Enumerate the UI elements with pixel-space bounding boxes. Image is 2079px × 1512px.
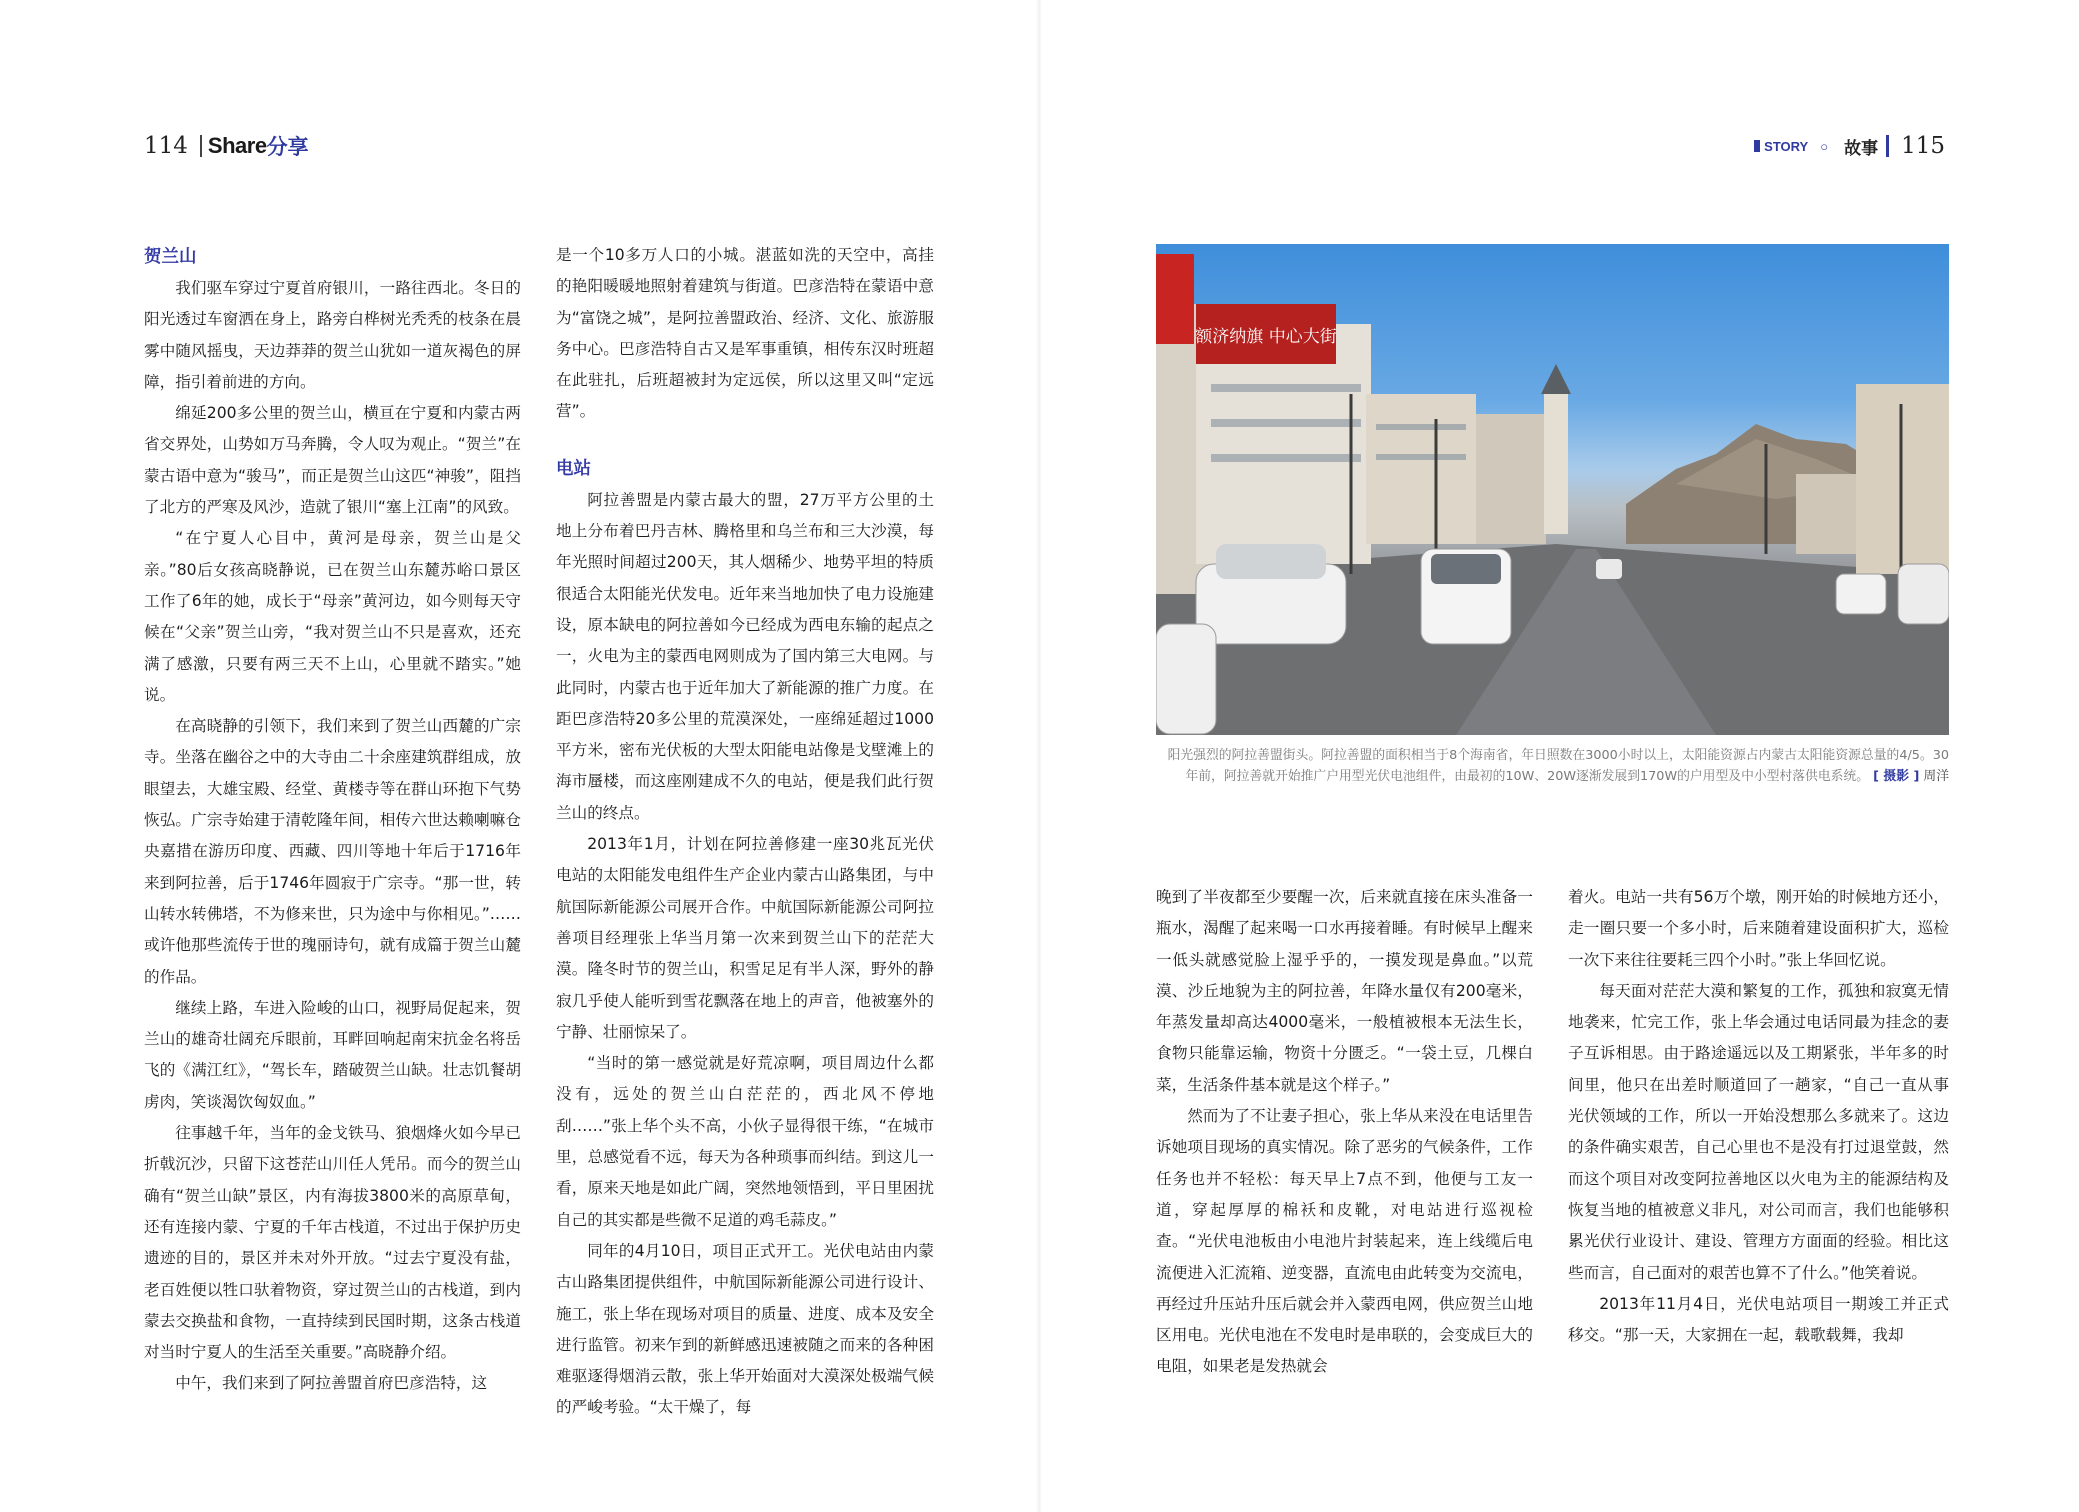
car-right-2 [1898,564,1949,624]
photo-caption [1156,745,1949,787]
building-left-4 [1476,414,1546,544]
car-van-window [1431,554,1501,584]
shop-sign-vertical [1156,254,1194,344]
section-label-cn: 故事 [1844,138,1879,159]
left-page-number: 114 [144,133,188,159]
paragraph: 绵延200多公里的贺兰山，横亘在宁夏和内蒙古两省交界处，山势如万马奔腾，令人叹为观止。“贺兰”在蒙古语中意为“骏马”，而正是贺兰山这匹“神骏”，阻挡了北方的严寒及风沙，造就了银川“塞上江南”的风致。 [144,404,521,517]
page-gutter [1036,0,1042,1512]
car-distant [1596,559,1622,579]
article-column-2 [556,240,934,1424]
building-left-3 [1366,394,1476,544]
header-divider [1886,135,1889,157]
photo-credit-label: [ 摄影 ] [1873,769,1920,784]
section-dot-icon: ○ [1820,138,1829,154]
paragraph: 2013年11月4日，光伏电站项目一期竣工并正式移交。“那一天，大家拥在一起，载歌载舞，我却 [1568,1294,1949,1345]
paragraph: 每天面对茫茫大漠和繁复的工作，孤独和寂寞无情地袭来，忙完工作，张上华会通过电话同最为挂念的妻子互诉相思。由于路途遥远以及工期紧张，半年多的时间里，他只在出差时顺道回了一趟家，“自己一直从事光伏领域的工作，所以一开始没想那么多就来了。这边的条件确实艰苦，自己心里也不是没有打过退堂鼓，然而这个项目对改变阿拉善地区以火电为主的能源结构及恢复当地的植被意义非凡，对公司而言，我们也能够积累光伏行业设计、建设、管理方方面面的经验。相比这些而言，自己面对的艰苦也算不了什么。”他笑着说。 [1568,981,1949,1282]
paragraph: “在宁夏人心目中，黄河是母亲，贺兰山是父亲。”80后女孩高晓静说，已在贺兰山东麓苏峪口景区工作了6年的她，成长于“母亲”黄河边，如今则每天守候在“父亲”贺兰山旁，“我对贺兰山不只是喜欢，还充满了感激，只要有两三天不上山，心里就不踏实。”她说。 [144,529,521,704]
brand-name-en: Share [207,133,267,158]
section-marker-icon [1754,140,1760,152]
paragraph: “当时的第一感觉就是好荒凉啊，项目周边什么都没有，远处的贺兰山白茫茫的，西北风不停地刮……”张上华个头不高，小伙子显得很干练，“在城市里，总感觉看不远，每天为各种琐事而纠结。到这儿一看，原来天地是如此广阔，突然地领悟到，平日里困扰自己的其实都是些微不足道的鸡毛蒜皮。” [556,1054,934,1229]
photo-credit-name: 周洋 [1923,769,1949,784]
paragraph: 往事越千年，当年的金戈铁马、狼烟烽火如今早已折戟沉沙，只留下这苍茫山川任人凭吊。而今的贺兰山确有“贺兰山缺”景区，内有海拔3800米的高原草甸，还有连接内蒙、宁夏的千年古栈道，不过出于保护历史遗迹的目的，景区并未对外开放。“过去宁夏没有盐，老百姓便以牲口驮着物资，穿过贺兰山的古栈道，到内蒙去交换盐和食物，一直持续到民国时期，这条古栈道对当时宁夏人的生活至关重要。”高晓静介绍。 [144,1124,521,1362]
paragraph: 在高晓静的引领下，我们来到了贺兰山西麓的广宗寺。坐落在幽谷之中的大寺由二十余座建筑群组成，放眼望去，大雄宝殿、经堂、黄楼寺等在群山环抱下气势恢弘。广宗寺始建于清乾隆年间，相传六世达赖喇嘛仓央嘉措在游历印度、西藏、四川等地十年后于1716年来到阿拉善，后于1746年圆寂于广宗寺。“那一世，转山转水转佛塔，不为修来世，只为途中与你相见。”……或许他那些流传于世的瑰丽诗句，就有成篇于贺兰山麓的作品。 [144,717,521,986]
tower-roof [1541,364,1571,394]
paragraph: 我们驱车穿过宁夏首府银川，一路往西北。冬日的阳光透过车窗洒在身上，路旁白桦树光秃秃的枝条在晨雾中随风摇曳，天边莽莽的贺兰山犹如一道灰褐色的屏障，指引着前进的方向。 [144,279,521,391]
section-heading-helanshan: 贺兰山 [144,247,197,267]
section-heading-power-station: 电站 [556,458,591,479]
paragraph: 中午，我们来到了阿拉善盟首府巴彦浩特，这 [175,1374,488,1393]
article-column-4 [1568,882,1949,1351]
street-scene-illustration [1156,244,1949,735]
header-divider [200,135,202,157]
shop-sign-text: 额济纳旗 中心大街 [1195,327,1337,347]
article-column-3 [1156,882,1533,1383]
article-column-1 [144,232,521,1400]
paragraph: 晚到了半夜都至少要醒一次，后来就直接在床头准备一瓶水，渴醒了起来喝一口水再接着睡。有时候早上醒来一低头就感觉脸上湿乎乎的，一摸发现是鼻血。”以荒漠、沙丘地貌为主的阿拉善，年降水量仅有200毫米，年蒸发量却高达4000毫米，一般植被根本无法生长，食物只能靠运输，物资十分匮乏。“一袋土豆，几棵白菜，生活条件基本就是这个样子。” [1156,888,1533,1094]
paragraph: 同年的4月10日，项目正式开工。光伏电站由内蒙古山路集团提供组件，中航国际新能源公司进行设计、施工，张上华在现场对项目的质量、进度、成本及安全进行监管。初来乍到的新鲜感迅速被随之而来的各种困难驱逐得烟消云散，张上华开始面对大漠深处极端气候的严峻考验。“太干燥了，每 [556,1241,934,1417]
tower [1544,394,1568,534]
paragraph: 2013年1月，计划在阿拉善修建一座30兆瓦光伏电站的太阳能发电组件生产企业内蒙古山路集团，与中航国际新能源公司展开合作。中航国际新能源公司阿拉善项目经理张上华当月第一次来到贺兰山下的茫茫大漠。隆冬时节的贺兰山，积雪足足有半人深，野外的静寂几乎使人能听到雪花飘落在地上的声音，他被塞外的宁静、壮丽惊呆了。 [556,835,934,1041]
paragraph: 是一个10多万人口的小城。湛蓝如洗的天空中，高挂的艳阳暖暖地照射着建筑与街道。巴彦浩特在蒙语中意为“富饶之城”，是阿拉善盟政治、经济、文化、旅游服务中心。巴彦浩特自古又是军事重镇，相传东汉时班超在此驻扎，后班超被封为定远侯，所以这里又叫“定远营”。 [556,246,934,421]
brand-name-cn: 分享 [266,135,309,159]
paragraph: 继续上路，车进入险峻的山口，视野局促起来，贺兰山的雄奇壮阔充斥眼前，耳畔回响起南宋抗金名将岳飞的《满江红》，“驾长车，踏破贺兰山缺。壮志饥餐胡虏肉，笑谈渴饮匈奴血。” [144,998,521,1111]
right-page-header [1754,128,1945,164]
paragraph: 然而为了不让妻子担心，张上华从来没在电话里告诉她项目现场的真实情况。除了恶劣的气候条件，工作任务也并不轻松：每天早上7点不到，他便与工友一道，穿起厚厚的棉袄和皮靴，对电站进行巡视检查。“光伏电池板由小电池片封装起来，连上线缆后电流便进入汇流箱、逆变器，直流电由此转变为交流电，再经过升压站升压后就会并入蒙西电网，供应贺兰山地区用电。光伏电池在不发电时是串联的，会变成巨大的电阻，如果老是发热就会 [1156,1107,1533,1376]
street-photo [1156,244,1949,735]
paragraph: 着火。电站一共有56万个墩，刚开始的时候地方还小，走一圈只要一个多小时，后来随着建设面积扩大，巡检一次下来往往要耗三四个小时。”张上华回忆说。 [1568,888,1949,969]
left-page-header [144,128,309,164]
caption-text: 阳光强烈的阿拉善盟街头。阿拉善盟的面积相当于8个海南省，年日照数在3000小时以上，太阳能资源占内蒙古太阳能资源总量的4/5。30年前，阿拉善就开始推广户用型光伏电池组件，由最初的10W、20W逐渐发展到170W的户用型及中小型村落供电系统。 [1167,748,1949,784]
right-page-number: 115 [1901,133,1945,159]
paragraph: 阿拉善盟是内蒙古最大的盟，27万平方公里的土地上分布着巴丹吉林、腾格里和乌兰布和三大沙漠，每年光照时间超过200天，其人烟稀少、地势平坦的特质很适合太阳能光伏发电。近年来当地加快了电力设施建设，原本缺电的阿拉善如今已经成为西电东输的起点之一，火电为主的蒙西电网则成为了国内第三大电网。与此同时，内蒙古也于近年加大了新能源的推广力度。在距巴彦浩特20多公里的荒漠深处，一座绵延超过1000平方米，密布光伏板的大型太阳能电站像是戈壁滩上的海市蜃楼，而这座刚建成不久的电站，便是我们此行贺兰山的终点。 [556,490,934,822]
section-label-en: STORY [1764,138,1809,154]
car-suv-window [1216,544,1326,579]
car-foreground [1156,624,1216,734]
building-right-2 [1796,474,1856,554]
car-right [1836,574,1886,614]
